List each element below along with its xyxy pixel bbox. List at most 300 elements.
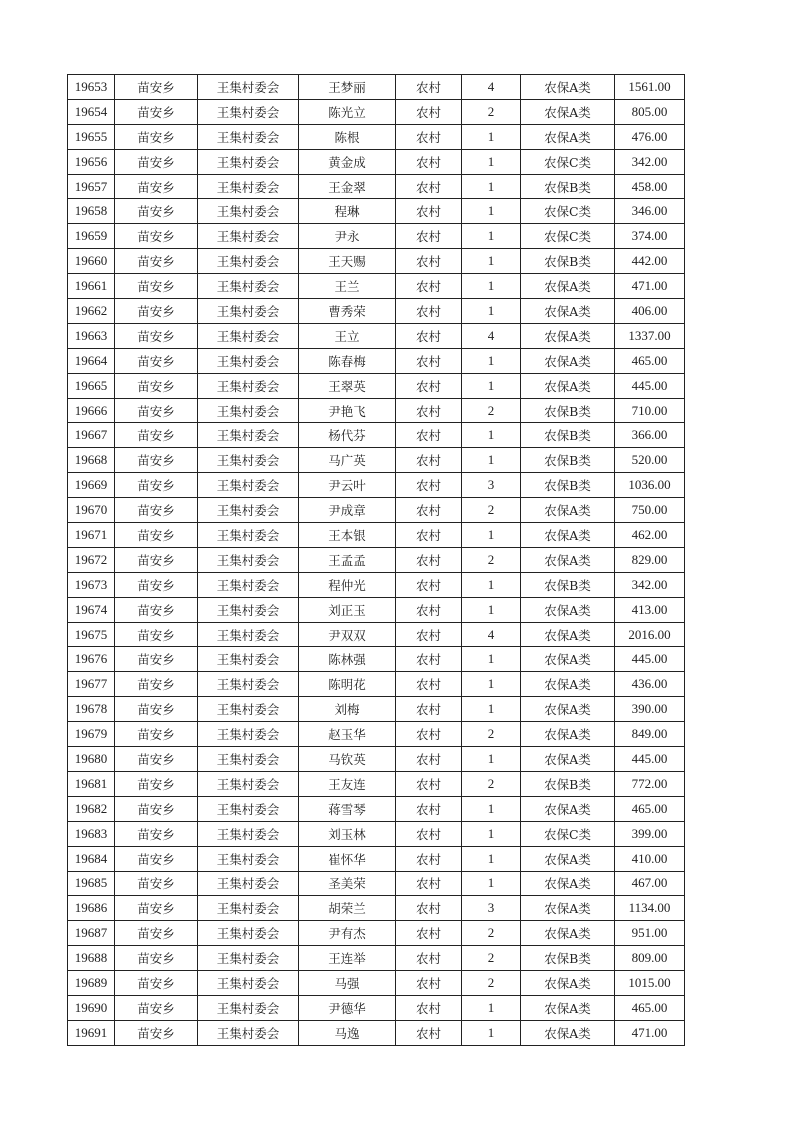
cell-amount: 413.00 [615,597,685,622]
cell-category: 农保A类 [521,871,615,896]
cell-category: 农保B类 [521,473,615,498]
cell-id: 19681 [68,771,115,796]
cell-id: 19670 [68,498,115,523]
cell-id: 19689 [68,971,115,996]
cell-count: 2 [462,946,521,971]
cell-village: 王集村委会 [198,622,299,647]
cell-village: 王集村委会 [198,722,299,747]
cell-township: 苗安乡 [115,398,198,423]
cell-category: 农保A类 [521,373,615,398]
cell-amount: 520.00 [615,448,685,473]
cell-type: 农村 [396,149,462,174]
cell-amount: 1036.00 [615,473,685,498]
cell-category: 农保A类 [521,697,615,722]
cell-name: 陈林强 [299,647,396,672]
cell-amount: 366.00 [615,423,685,448]
cell-name: 曹秀荣 [299,299,396,324]
table-row [68,174,685,199]
cell-township: 苗安乡 [115,274,198,299]
cell-id: 19669 [68,473,115,498]
table-row [68,921,685,946]
cell-township: 苗安乡 [115,523,198,548]
cell-id: 19676 [68,647,115,672]
cell-township: 苗安乡 [115,821,198,846]
cell-type: 农村 [396,946,462,971]
cell-category: 农保A类 [521,299,615,324]
cell-amount: 346.00 [615,199,685,224]
cell-amount: 445.00 [615,747,685,772]
cell-village: 王集村委会 [198,597,299,622]
cell-amount: 471.00 [615,274,685,299]
cell-category: 农保A类 [521,846,615,871]
cell-type: 农村 [396,995,462,1020]
cell-amount: 951.00 [615,921,685,946]
cell-id: 19678 [68,697,115,722]
cell-township: 苗安乡 [115,124,198,149]
cell-type: 农村 [396,124,462,149]
cell-count: 1 [462,647,521,672]
cell-count: 1 [462,373,521,398]
table-row [68,572,685,597]
table-row [68,597,685,622]
cell-township: 苗安乡 [115,448,198,473]
cell-id: 19657 [68,174,115,199]
cell-village: 王集村委会 [198,348,299,373]
cell-name: 尹成章 [299,498,396,523]
cell-category: 农保C类 [521,821,615,846]
cell-amount: 445.00 [615,647,685,672]
cell-village: 王集村委会 [198,796,299,821]
cell-village: 王集村委会 [198,423,299,448]
cell-name: 尹永 [299,224,396,249]
cell-amount: 1134.00 [615,896,685,921]
cell-village: 王集村委会 [198,971,299,996]
cell-amount: 406.00 [615,299,685,324]
cell-type: 农村 [396,448,462,473]
table-row [68,771,685,796]
cell-name: 马广英 [299,448,396,473]
table-row [68,423,685,448]
cell-type: 农村 [396,174,462,199]
cell-village: 王集村委会 [198,995,299,1020]
cell-name: 尹云叶 [299,473,396,498]
cell-name: 王友连 [299,771,396,796]
cell-township: 苗安乡 [115,697,198,722]
cell-id: 19662 [68,299,115,324]
cell-village: 王集村委会 [198,821,299,846]
cell-category: 农保B类 [521,398,615,423]
cell-count: 1 [462,597,521,622]
cell-type: 农村 [396,572,462,597]
cell-village: 王集村委会 [198,747,299,772]
cell-category: 农保A类 [521,523,615,548]
cell-village: 王集村委会 [198,473,299,498]
cell-category: 农保A类 [521,498,615,523]
cell-id: 19656 [68,149,115,174]
cell-amount: 462.00 [615,523,685,548]
table-row [68,498,685,523]
cell-village: 王集村委会 [198,373,299,398]
cell-township: 苗安乡 [115,995,198,1020]
cell-amount: 829.00 [615,547,685,572]
cell-type: 农村 [396,249,462,274]
cell-village: 王集村委会 [198,199,299,224]
cell-name: 王梦丽 [299,75,396,100]
table-row [68,672,685,697]
cell-amount: 374.00 [615,224,685,249]
cell-amount: 465.00 [615,995,685,1020]
table-row [68,124,685,149]
cell-category: 农保A类 [521,597,615,622]
cell-count: 1 [462,423,521,448]
cell-count: 2 [462,398,521,423]
table-row [68,323,685,348]
cell-township: 苗安乡 [115,498,198,523]
cell-name: 崔怀华 [299,846,396,871]
cell-amount: 342.00 [615,149,685,174]
cell-count: 1 [462,224,521,249]
records-table [67,74,685,1046]
cell-village: 王集村委会 [198,398,299,423]
cell-township: 苗安乡 [115,672,198,697]
cell-type: 农村 [396,647,462,672]
cell-village: 王集村委会 [198,75,299,100]
cell-amount: 467.00 [615,871,685,896]
cell-township: 苗安乡 [115,896,198,921]
cell-category: 农保A类 [521,896,615,921]
cell-id: 19675 [68,622,115,647]
table-row [68,647,685,672]
table-row [68,448,685,473]
cell-name: 王兰 [299,274,396,299]
table-row [68,946,685,971]
cell-id: 19673 [68,572,115,597]
cell-type: 农村 [396,373,462,398]
table-row [68,199,685,224]
cell-type: 农村 [396,199,462,224]
cell-township: 苗安乡 [115,1020,198,1045]
cell-id: 19655 [68,124,115,149]
cell-township: 苗安乡 [115,722,198,747]
cell-count: 2 [462,771,521,796]
table-row [68,99,685,124]
cell-type: 农村 [396,697,462,722]
cell-village: 王集村委会 [198,99,299,124]
cell-id: 19665 [68,373,115,398]
cell-name: 尹德华 [299,995,396,1020]
cell-township: 苗安乡 [115,149,198,174]
cell-amount: 1561.00 [615,75,685,100]
table-row [68,149,685,174]
cell-category: 农保B类 [521,174,615,199]
cell-township: 苗安乡 [115,373,198,398]
cell-category: 农保B类 [521,946,615,971]
cell-category: 农保A类 [521,323,615,348]
cell-count: 2 [462,547,521,572]
cell-type: 农村 [396,274,462,299]
cell-count: 1 [462,448,521,473]
cell-category: 农保A类 [521,995,615,1020]
cell-name: 蒋雪琴 [299,796,396,821]
table-row [68,398,685,423]
cell-amount: 809.00 [615,946,685,971]
cell-name: 程仲光 [299,572,396,597]
cell-category: 农保A类 [521,747,615,772]
table-row [68,622,685,647]
table-row [68,75,685,100]
cell-category: 农保A类 [521,274,615,299]
cell-count: 1 [462,174,521,199]
table-row [68,722,685,747]
cell-count: 2 [462,722,521,747]
cell-id: 19658 [68,199,115,224]
cell-village: 王集村委会 [198,224,299,249]
cell-count: 1 [462,871,521,896]
cell-name: 马逸 [299,1020,396,1045]
cell-village: 王集村委会 [198,274,299,299]
cell-category: 农保B类 [521,771,615,796]
cell-village: 王集村委会 [198,174,299,199]
cell-township: 苗安乡 [115,423,198,448]
cell-township: 苗安乡 [115,747,198,772]
cell-township: 苗安乡 [115,224,198,249]
cell-type: 农村 [396,299,462,324]
table-row [68,747,685,772]
cell-id: 19679 [68,722,115,747]
cell-category: 农保B类 [521,423,615,448]
cell-id: 19690 [68,995,115,1020]
cell-id: 19663 [68,323,115,348]
cell-id: 19653 [68,75,115,100]
cell-count: 1 [462,821,521,846]
table-row [68,1020,685,1045]
cell-township: 苗安乡 [115,921,198,946]
cell-township: 苗安乡 [115,174,198,199]
cell-village: 王集村委会 [198,672,299,697]
cell-village: 王集村委会 [198,299,299,324]
cell-name: 王立 [299,323,396,348]
cell-amount: 399.00 [615,821,685,846]
cell-township: 苗安乡 [115,473,198,498]
cell-amount: 458.00 [615,174,685,199]
cell-count: 1 [462,523,521,548]
cell-count: 1 [462,672,521,697]
cell-category: 农保C类 [521,224,615,249]
cell-type: 农村 [396,1020,462,1045]
cell-count: 2 [462,498,521,523]
cell-township: 苗安乡 [115,622,198,647]
cell-type: 农村 [396,523,462,548]
cell-name: 圣美荣 [299,871,396,896]
cell-count: 4 [462,75,521,100]
cell-village: 王集村委会 [198,523,299,548]
cell-amount: 390.00 [615,697,685,722]
cell-name: 王金翠 [299,174,396,199]
cell-id: 19682 [68,796,115,821]
cell-type: 农村 [396,771,462,796]
cell-type: 农村 [396,971,462,996]
cell-township: 苗安乡 [115,647,198,672]
cell-amount: 442.00 [615,249,685,274]
cell-type: 农村 [396,796,462,821]
table-row [68,249,685,274]
cell-type: 农村 [396,224,462,249]
cell-type: 农村 [396,348,462,373]
cell-name: 杨代芬 [299,423,396,448]
cell-village: 王集村委会 [198,946,299,971]
cell-id: 19688 [68,946,115,971]
cell-township: 苗安乡 [115,299,198,324]
cell-count: 4 [462,622,521,647]
cell-name: 王本银 [299,523,396,548]
cell-name: 尹双双 [299,622,396,647]
cell-amount: 710.00 [615,398,685,423]
cell-type: 农村 [396,99,462,124]
cell-township: 苗安乡 [115,75,198,100]
cell-name: 刘梅 [299,697,396,722]
cell-type: 农村 [396,473,462,498]
cell-amount: 476.00 [615,124,685,149]
cell-category: 农保A类 [521,722,615,747]
cell-village: 王集村委会 [198,697,299,722]
cell-count: 2 [462,971,521,996]
cell-village: 王集村委会 [198,896,299,921]
cell-category: 农保A类 [521,124,615,149]
table-row [68,224,685,249]
cell-category: 农保A类 [521,796,615,821]
cell-category: 农保A类 [521,75,615,100]
cell-name: 陈根 [299,124,396,149]
cell-id: 19687 [68,921,115,946]
table-row [68,697,685,722]
cell-type: 农村 [396,622,462,647]
cell-village: 王集村委会 [198,124,299,149]
cell-type: 农村 [396,423,462,448]
cell-count: 1 [462,747,521,772]
cell-id: 19677 [68,672,115,697]
cell-type: 农村 [396,398,462,423]
table-row [68,896,685,921]
cell-category: 农保A类 [521,672,615,697]
cell-id: 19661 [68,274,115,299]
cell-category: 农保A类 [521,622,615,647]
cell-category: 农保A类 [521,99,615,124]
cell-count: 1 [462,995,521,1020]
cell-name: 陈春梅 [299,348,396,373]
cell-amount: 805.00 [615,99,685,124]
table-row [68,971,685,996]
cell-count: 1 [462,274,521,299]
cell-category: 农保A类 [521,1020,615,1045]
cell-amount: 772.00 [615,771,685,796]
table-row [68,299,685,324]
cell-name: 黄金成 [299,149,396,174]
cell-id: 19667 [68,423,115,448]
cell-village: 王集村委会 [198,498,299,523]
table-row [68,348,685,373]
cell-township: 苗安乡 [115,572,198,597]
cell-amount: 465.00 [615,796,685,821]
cell-amount: 750.00 [615,498,685,523]
cell-type: 农村 [396,747,462,772]
cell-count: 1 [462,846,521,871]
cell-type: 农村 [396,672,462,697]
cell-count: 3 [462,473,521,498]
cell-name: 王翠英 [299,373,396,398]
cell-category: 农保B类 [521,572,615,597]
cell-category: 农保A类 [521,348,615,373]
cell-township: 苗安乡 [115,348,198,373]
cell-township: 苗安乡 [115,971,198,996]
cell-type: 农村 [396,896,462,921]
cell-name: 胡荣兰 [299,896,396,921]
cell-type: 农村 [396,722,462,747]
cell-type: 农村 [396,547,462,572]
cell-category: 农保A类 [521,647,615,672]
cell-village: 王集村委会 [198,846,299,871]
cell-category: 农保A类 [521,921,615,946]
cell-category: 农保C类 [521,199,615,224]
cell-township: 苗安乡 [115,199,198,224]
cell-name: 刘正玉 [299,597,396,622]
cell-village: 王集村委会 [198,572,299,597]
cell-village: 王集村委会 [198,921,299,946]
cell-id: 19685 [68,871,115,896]
cell-id: 19686 [68,896,115,921]
cell-name: 程琳 [299,199,396,224]
cell-name: 王天赐 [299,249,396,274]
cell-township: 苗安乡 [115,249,198,274]
cell-count: 1 [462,299,521,324]
cell-type: 农村 [396,846,462,871]
cell-village: 王集村委会 [198,871,299,896]
cell-amount: 436.00 [615,672,685,697]
cell-type: 农村 [396,871,462,896]
cell-id: 19680 [68,747,115,772]
cell-id: 19654 [68,99,115,124]
cell-amount: 849.00 [615,722,685,747]
cell-amount: 465.00 [615,348,685,373]
cell-amount: 445.00 [615,373,685,398]
cell-id: 19674 [68,597,115,622]
table-row [68,846,685,871]
cell-category: 农保C类 [521,149,615,174]
cell-count: 1 [462,249,521,274]
cell-name: 赵玉华 [299,722,396,747]
cell-township: 苗安乡 [115,871,198,896]
cell-id: 19666 [68,398,115,423]
cell-amount: 1015.00 [615,971,685,996]
cell-type: 农村 [396,75,462,100]
cell-category: 农保B类 [521,448,615,473]
table-row [68,995,685,1020]
table-row [68,547,685,572]
cell-count: 1 [462,572,521,597]
cell-village: 王集村委会 [198,323,299,348]
cell-village: 王集村委会 [198,249,299,274]
cell-count: 1 [462,199,521,224]
cell-type: 农村 [396,597,462,622]
cell-category: 农保B类 [521,249,615,274]
cell-id: 19671 [68,523,115,548]
cell-count: 1 [462,796,521,821]
cell-village: 王集村委会 [198,547,299,572]
cell-count: 1 [462,1020,521,1045]
cell-village: 王集村委会 [198,448,299,473]
cell-amount: 2016.00 [615,622,685,647]
table-row [68,796,685,821]
cell-amount: 471.00 [615,1020,685,1045]
